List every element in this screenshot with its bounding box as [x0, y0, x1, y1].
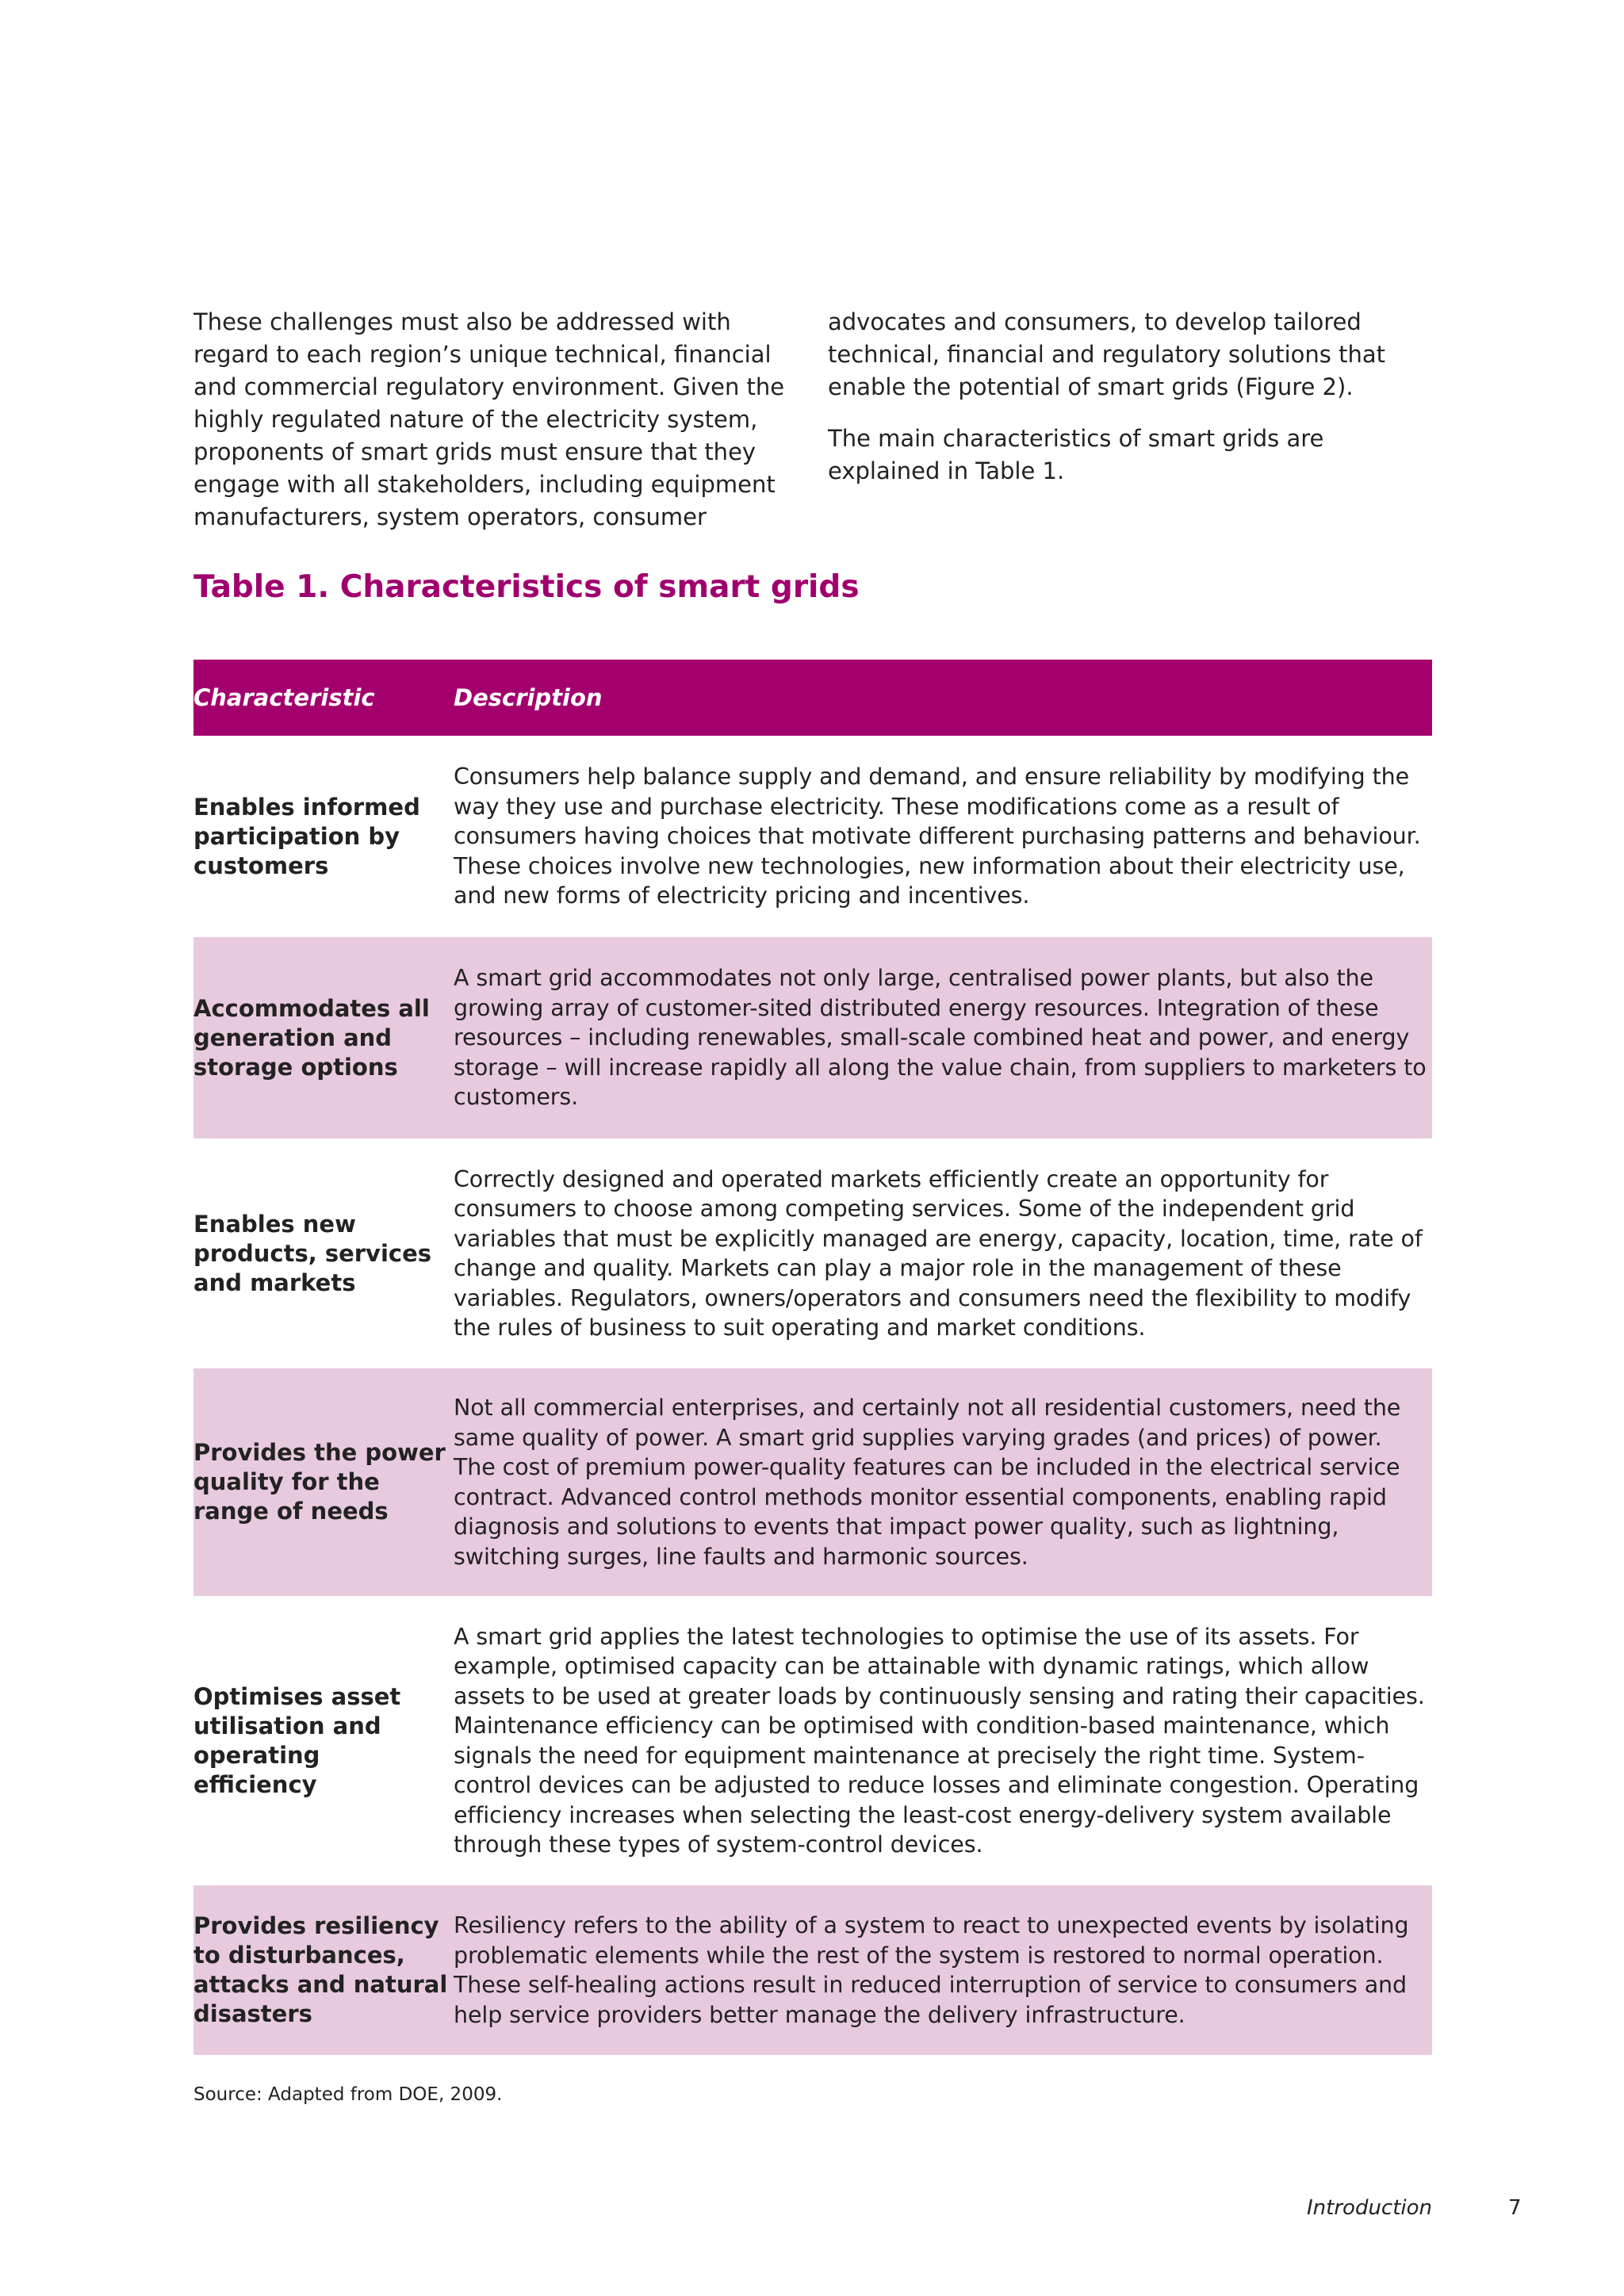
table-row [193, 1885, 1432, 2055]
row-characteristic: Enables new products, services and markets [193, 1210, 432, 1296]
table-row [193, 937, 1432, 1138]
footer-section-label: Introduction [1307, 2196, 1433, 2220]
table-row [193, 1368, 1432, 1596]
table-row [193, 736, 1432, 937]
row-description: Not all commercial enterprises, and certainly not all residential customers, need the same quality of power. A smart grid supplies varying grades (and prices) of power. The cost of premium power-quality features can be included in the electrical service contract. Advanced control methods monitor essential components, enabling rapid diagnosis and solutions to events that impact power quality, such as lightning, switching surges, line faults and harmonic sources. [454, 1395, 1401, 1570]
row-characteristic: Provides resiliency to disturbances, attacks and natural disasters [193, 1912, 448, 2027]
characteristics-table [193, 660, 1432, 2055]
row-characteristic: Provides the power quality for the range of needs [193, 1439, 446, 1525]
table-source-note: Source: Adapted from DOE, 2009. [193, 2084, 503, 2105]
intro-paragraph: These challenges must also be addressed with regard to each region’s unique technical, financial and commercial regulatory environment. Given the highly regulated nature of the electricity system, proponents of smart grids must ensure that they engage with all stakeholders, including equipment manufacturers, system operators, consumer [193, 308, 785, 530]
intro-left-column [193, 306, 807, 553]
row-description: Resiliency refers to the ability of a system to react to unexpected events by isolating problematic elements while the rest of the system is restored to normal operation. These self-healing actions result in reduced interruption of service to consumers and help service providers better manage the delivery infrastructure. [454, 1912, 1409, 2028]
intro-right-column [828, 306, 1434, 553]
row-characteristic: Accommodates all generation and storage options [193, 994, 430, 1081]
row-characteristic: Enables informed participation by customers [193, 793, 420, 879]
row-description: A smart grid applies the latest technologies to optimise the use of its assets. For example, optimised capacity can be attainable with dynamic ratings, which allow assets to be used at greater loads by continuously sensing and rating their capacities. Maintenance efficiency can be optimised with condition-based maintenance, which signals the need for equipment maintenance at precisely the right time. System-control devices can be adjusted to reduce losses and eliminate congestion. Operating efficiency increases when selecting the least-cost energy-delivery system available through these types of system-control devices. [454, 1623, 1425, 1858]
row-description: Consumers help balance supply and demand, and ensure reliability by modifying the way they use and purchase electricity. These modifications come as a result of consumers having choices that motivate different purchasing patterns and behaviour. These choices involve new technologies, new information about their electricity use, and new forms of electricity pricing and incentives. [454, 763, 1421, 909]
intro-paragraph: The main characteristics of smart grids are explained in Table 1. [828, 425, 1324, 484]
intro-text [193, 306, 1434, 553]
header-characteristic: Characteristic [193, 684, 375, 711]
header-description: Description [454, 684, 603, 711]
table-header-row [193, 660, 1432, 736]
table-row [193, 1138, 1432, 1368]
row-characteristic: Optimises asset utilisation and operating efficiency [193, 1682, 401, 1798]
row-description: Correctly designed and operated markets efficiently create an opportunity for consumers to choose among competing services. Some of the independent grid variables that must be explicitly managed are energy, capacity, location, time, rate of change and quality. Markets can play a major role in the management of these variables. Regulators, owners/operators and consumers need the flexibility to modify the rules of business to suit operating and market conditions. [454, 1165, 1423, 1341]
table-row [193, 1596, 1432, 1885]
row-description: A smart grid accommodates not only large, centralised power plants, but also the growing array of customer-sited distributed energy resources. Integration of these resources – including renewables, small-scale combined heat and power, and energy storage – will increase rapidly all along the value chain, from suppliers to marketers to customers. [454, 965, 1427, 1111]
table-title: Table 1. Characteristics of smart grids [193, 569, 860, 605]
page-number: 7 [1508, 2196, 1522, 2220]
intro-paragraph: advocates and consumers, to develop tailored technical, financial and regulatory solutions that enable the potential of smart grids (Figure 2). [828, 308, 1386, 400]
